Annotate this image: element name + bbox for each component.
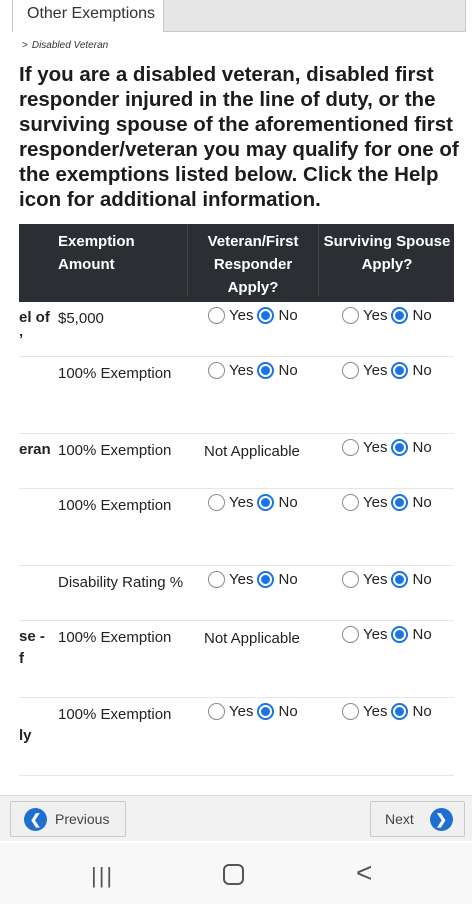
- exemption-amount: $5,000: [58, 310, 104, 327]
- veteran-no-radio[interactable]: [257, 494, 274, 511]
- spouse-radio-group: [342, 703, 436, 720]
- spouse-yes-label[interactable]: Yes: [363, 362, 388, 379]
- previous-button[interactable]: [10, 801, 126, 837]
- row-description-fragment: ly: [19, 727, 32, 744]
- tab-bar: [0, 0, 472, 32]
- header-exemption-amount: Exemption Amount: [58, 233, 135, 273]
- exemption-amount: 100% Exemption: [58, 442, 172, 459]
- spouse-radio-group: [342, 626, 436, 643]
- row-description-fragment: el of ’: [19, 309, 50, 348]
- veteran-radio-group: [208, 703, 302, 720]
- spouse-radio-group: [342, 307, 436, 324]
- table-row: [19, 489, 454, 566]
- veteran-yes-radio[interactable]: [208, 307, 225, 324]
- spouse-no-label[interactable]: No: [412, 362, 432, 379]
- spouse-radio-group: [342, 439, 436, 456]
- veteran-not-applicable: Not Applicable: [204, 630, 300, 647]
- table-header: [19, 224, 454, 302]
- veteran-no-label[interactable]: No: [278, 571, 298, 588]
- table-row: [19, 302, 454, 357]
- veteran-yes-radio[interactable]: [208, 362, 225, 379]
- spouse-yes-label[interactable]: Yes: [363, 307, 388, 324]
- spouse-yes-radio[interactable]: [342, 439, 359, 456]
- spouse-yes-label[interactable]: Yes: [363, 626, 388, 643]
- table-row: [19, 621, 454, 698]
- veteran-yes-label[interactable]: Yes: [229, 307, 254, 324]
- veteran-radio-group: [208, 494, 302, 511]
- spouse-no-radio[interactable]: [391, 362, 408, 379]
- exemption-amount: 100% Exemption: [58, 497, 172, 514]
- spouse-no-label[interactable]: No: [412, 439, 432, 456]
- spouse-no-label[interactable]: No: [412, 703, 432, 720]
- spouse-yes-radio[interactable]: [342, 626, 359, 643]
- row-description-fragment: eran: [19, 441, 51, 458]
- back-icon[interactable]: <: [356, 857, 373, 888]
- veteran-no-radio[interactable]: [257, 362, 274, 379]
- veteran-yes-label[interactable]: Yes: [229, 494, 254, 511]
- spouse-no-label[interactable]: No: [412, 307, 432, 324]
- spouse-no-radio[interactable]: [391, 626, 408, 643]
- exemption-amount: Disability Rating %: [58, 574, 184, 591]
- next-label: Next: [385, 811, 414, 827]
- recents-icon[interactable]: |||: [91, 863, 115, 888]
- veteran-radio-group: [208, 362, 302, 379]
- spouse-yes-label[interactable]: Yes: [363, 439, 388, 456]
- system-navigation-bar: [0, 843, 472, 904]
- table-row: [19, 566, 454, 621]
- spouse-no-radio[interactable]: [391, 439, 408, 456]
- spouse-no-label[interactable]: No: [412, 494, 432, 511]
- spouse-yes-radio[interactable]: [342, 571, 359, 588]
- spouse-radio-group: [342, 362, 436, 379]
- footer-bar: [0, 795, 472, 841]
- spouse-no-radio[interactable]: [391, 571, 408, 588]
- spouse-no-radio[interactable]: [391, 307, 408, 324]
- breadcrumb: [22, 40, 108, 51]
- spouse-yes-radio[interactable]: [342, 494, 359, 511]
- veteran-yes-label[interactable]: Yes: [229, 362, 254, 379]
- spouse-no-radio[interactable]: [391, 494, 408, 511]
- veteran-radio-group: [208, 307, 302, 324]
- veteran-not-applicable: Not Applicable: [204, 443, 300, 460]
- home-icon[interactable]: [223, 864, 244, 885]
- spouse-radio-group: [342, 494, 436, 511]
- tab-other-exemptions[interactable]: Other Exemptions: [12, 0, 164, 32]
- veteran-yes-radio[interactable]: [208, 703, 225, 720]
- table-row: [19, 357, 454, 434]
- row-description-fragment: se - f: [19, 628, 45, 667]
- veteran-no-radio[interactable]: [257, 307, 274, 324]
- table-row: [19, 434, 454, 489]
- previous-label: Previous: [55, 811, 110, 827]
- arrow-right-icon: ❯: [430, 808, 453, 831]
- veteran-no-radio[interactable]: [257, 703, 274, 720]
- veteran-no-label[interactable]: No: [278, 703, 298, 720]
- veteran-no-label[interactable]: No: [278, 362, 298, 379]
- veteran-yes-label[interactable]: Yes: [229, 571, 254, 588]
- veteran-yes-radio[interactable]: [208, 571, 225, 588]
- exemption-amount: 100% Exemption: [58, 629, 172, 646]
- spouse-yes-radio[interactable]: [342, 307, 359, 324]
- veteran-no-label[interactable]: No: [278, 307, 298, 324]
- spouse-no-label[interactable]: No: [412, 571, 432, 588]
- veteran-radio-group: [208, 571, 302, 588]
- spouse-yes-label[interactable]: Yes: [363, 494, 388, 511]
- exemption-amount: 100% Exemption: [58, 706, 172, 723]
- veteran-yes-radio[interactable]: [208, 494, 225, 511]
- header-spouse-apply: Surviving Spouse Apply?: [323, 233, 451, 273]
- intro-text: If you are a disabled veteran, disabled first responder injured in the line of duty, or the surviving spouse of the aforementioned first responder/veteran you may qualify for one of the exemptions listed below. Click the Help icon for additional information.: [19, 63, 459, 211]
- table-row: [19, 698, 454, 776]
- next-button[interactable]: [370, 801, 465, 837]
- spouse-yes-radio[interactable]: [342, 362, 359, 379]
- tab-inactive-area[interactable]: [164, 0, 466, 32]
- spouse-no-label[interactable]: No: [412, 626, 432, 643]
- spouse-radio-group: [342, 571, 436, 588]
- spouse-no-radio[interactable]: [391, 703, 408, 720]
- header-veteran-apply: Veteran/First Responder Apply?: [187, 224, 319, 296]
- breadcrumb-separator: >: [22, 40, 28, 51]
- exemption-table: [19, 224, 454, 302]
- spouse-yes-radio[interactable]: [342, 703, 359, 720]
- spouse-yes-label[interactable]: Yes: [363, 571, 388, 588]
- breadcrumb-label[interactable]: Disabled Veteran: [31, 40, 109, 51]
- veteran-yes-label[interactable]: Yes: [229, 703, 254, 720]
- spouse-yes-label[interactable]: Yes: [363, 703, 388, 720]
- arrow-left-icon: ❮: [24, 808, 47, 831]
- veteran-no-label[interactable]: No: [278, 494, 298, 511]
- veteran-no-radio[interactable]: [257, 571, 274, 588]
- exemption-amount: 100% Exemption: [58, 365, 172, 382]
